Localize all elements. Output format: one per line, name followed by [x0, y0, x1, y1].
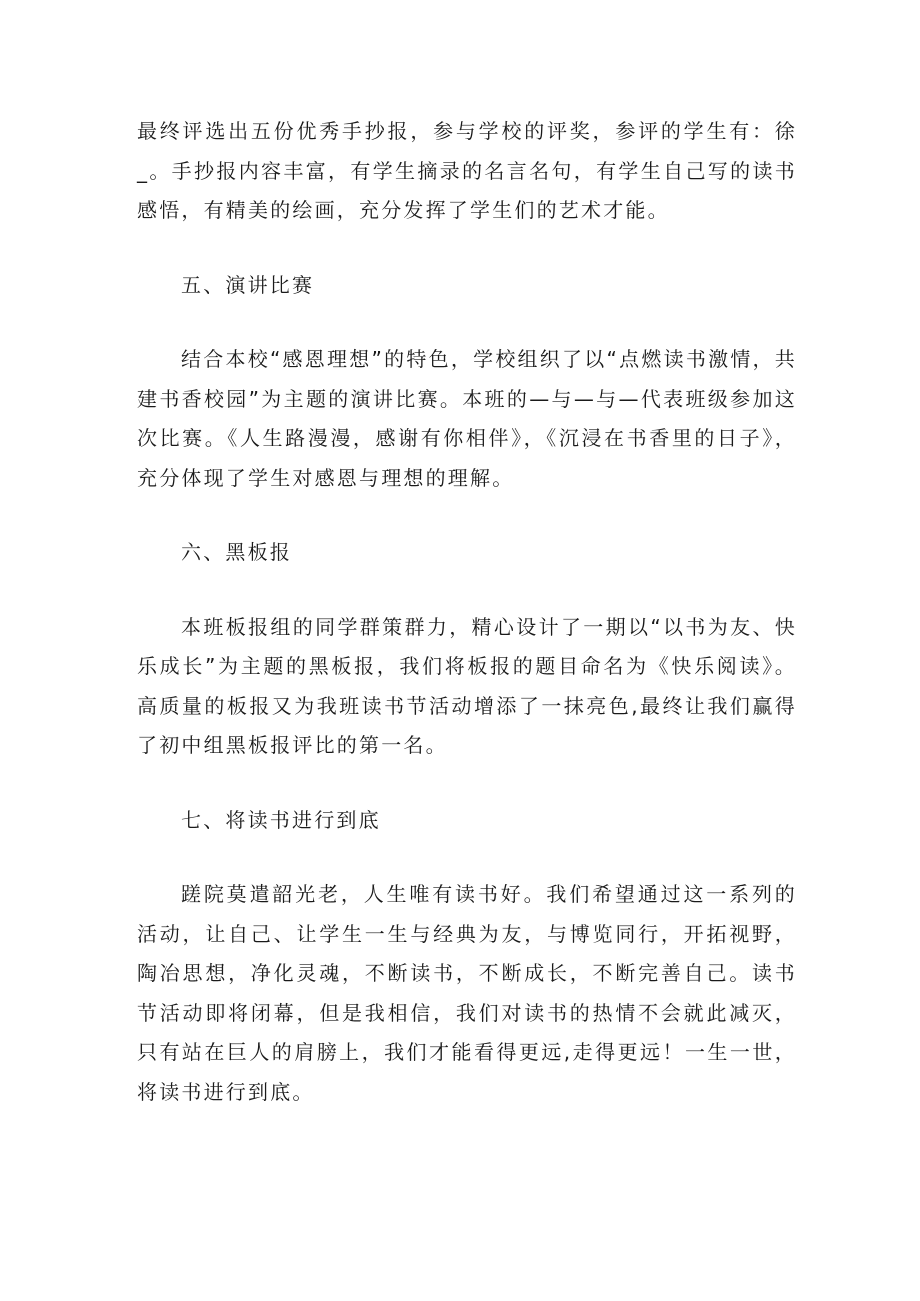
heading-speech-contest: 五、演讲比赛: [181, 272, 315, 297]
heading-blackboard-newspaper: 六、黑板报: [181, 540, 292, 564]
paragraph-speech-contest: 结合本校“感恩理想”的特色，学校组织了以“点燃读书激情，共建书香校园”为主题的演讲比赛。本班的—与—与—代表班级参加这次比赛。《人生路漫漫，感谢有你相伴》，《沉浸在书香里的日子》，充分体现了学生对感恩与理想的理解。: [137, 347, 797, 490]
paragraph-keep-reading: 蹉院莫遣韶光老，人生唯有读书好。我们希望通过这一系列的活动，让自己、让学生一生与经典为友，与博览同行，开拓视野，陶冶思想，净化灵魂，不断读书，不断成长，不断完善自己。读书节活动即将闭幕，但是我相信，我们对读书的热情不会就此减灭，只有站在巨人的肩膀上，我们才能看得更远,走得更远！一生一世，将读书进行到底。: [137, 882, 797, 1104]
paragraph-blackboard-newspaper: 本班板报组的同学群策群力，精心设计了一期以“以书为友、快乐成长”为主题的黑板报，我们将板报的题目命名为《快乐阅读》。高质量的板报又为我班读书节活动增添了一抹亮色,最终让我们赢得了初中组黑板报评比的第一名。: [137, 614, 797, 757]
paragraph-handwritten-newspaper: 最终评选出五份优秀手抄报，参与学校的评奖，参评的学生有：徐_。手抄报内容丰富，有学生摘录的名言名句，有学生自己写的读书感悟，有精美的绘画，充分发挥了学生们的艺术才能。: [137, 119, 797, 222]
heading-keep-reading: 七、将读书进行到底: [181, 807, 381, 832]
document-body: [137, 112, 797, 1112]
